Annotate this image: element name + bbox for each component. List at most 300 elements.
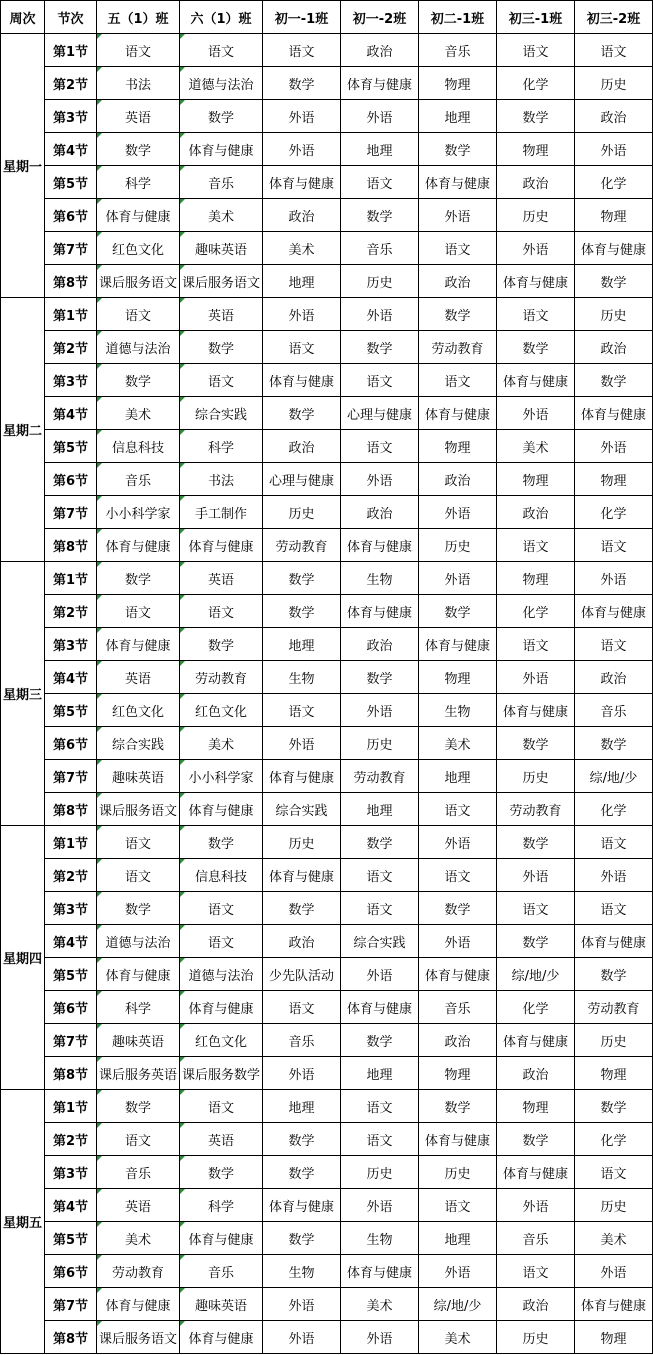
- table-row: [1, 166, 653, 199]
- subject-cell: 英语: [97, 661, 180, 694]
- subject-cell: 政治: [575, 331, 653, 364]
- subject-cell: 数学: [419, 298, 497, 331]
- table-row: [1, 1255, 653, 1288]
- subject-cell: 数学: [180, 628, 263, 661]
- table-row: [1, 628, 653, 661]
- subject-cell: 心理与健康: [263, 463, 341, 496]
- table-row: [1, 760, 653, 793]
- subject-cell: 外语: [497, 397, 575, 430]
- subject-cell: 数学: [575, 727, 653, 760]
- subject-cell: 物理: [497, 1090, 575, 1123]
- subject-cell: 地理: [341, 793, 419, 826]
- subject-cell: 物理: [419, 661, 497, 694]
- subject-cell: 历史: [341, 1156, 419, 1189]
- subject-cell: 美术: [263, 232, 341, 265]
- subject-cell: 音乐: [180, 1255, 263, 1288]
- subject-cell: 体育与健康: [575, 397, 653, 430]
- period-cell: 第6节: [45, 991, 97, 1024]
- subject-cell: 课后服务语文: [180, 265, 263, 298]
- subject-cell: 美术: [180, 727, 263, 760]
- period-cell: 第4节: [45, 397, 97, 430]
- subject-cell: 数学: [419, 595, 497, 628]
- subject-cell: 体育与健康: [341, 595, 419, 628]
- subject-cell: 音乐: [263, 1024, 341, 1057]
- subject-cell: 科学: [97, 991, 180, 1024]
- subject-cell: 心理与健康: [341, 397, 419, 430]
- period-cell: 第3节: [45, 364, 97, 397]
- subject-cell: 外语: [575, 562, 653, 595]
- subject-cell: 语文: [341, 859, 419, 892]
- subject-cell: 语文: [97, 34, 180, 67]
- subject-cell: 科学: [180, 1189, 263, 1222]
- table-row: [1, 34, 653, 67]
- subject-cell: 语文: [97, 595, 180, 628]
- subject-cell: 历史: [575, 298, 653, 331]
- subject-cell: 手工制作: [180, 496, 263, 529]
- subject-cell: 语文: [575, 826, 653, 859]
- subject-cell: 小小科学家: [97, 496, 180, 529]
- subject-cell: 科学: [97, 166, 180, 199]
- subject-cell: 音乐: [97, 1156, 180, 1189]
- subject-cell: 数学: [341, 661, 419, 694]
- table-row: [1, 67, 653, 100]
- subject-cell: 数学: [497, 925, 575, 958]
- subject-cell: 体育与健康: [497, 1024, 575, 1057]
- subject-cell: 综合实践: [341, 925, 419, 958]
- subject-cell: 趣味英语: [97, 1024, 180, 1057]
- period-cell: 第2节: [45, 859, 97, 892]
- class-header: 初一-2班: [341, 1, 419, 34]
- period-cell: 第8节: [45, 1321, 97, 1354]
- subject-cell: 历史: [575, 1024, 653, 1057]
- table-row: [1, 100, 653, 133]
- subject-cell: 趣味英语: [180, 232, 263, 265]
- subject-cell: 道德与法治: [97, 925, 180, 958]
- class-header: 初二-1班: [419, 1, 497, 34]
- subject-cell: 语文: [497, 34, 575, 67]
- subject-cell: 语文: [497, 892, 575, 925]
- period-cell: 第8节: [45, 1057, 97, 1090]
- subject-cell: 体育与健康: [497, 1156, 575, 1189]
- subject-cell: 语文: [263, 34, 341, 67]
- subject-cell: 红色文化: [97, 694, 180, 727]
- subject-cell: 综/地/少: [419, 1288, 497, 1321]
- subject-cell: 物理: [575, 463, 653, 496]
- subject-cell: 美术: [97, 1222, 180, 1255]
- subject-cell: 趣味英语: [180, 1288, 263, 1321]
- subject-cell: 体育与健康: [497, 364, 575, 397]
- subject-cell: 历史: [497, 1321, 575, 1354]
- subject-cell: 地理: [419, 1222, 497, 1255]
- subject-cell: 数学: [180, 1156, 263, 1189]
- subject-cell: 语文: [341, 892, 419, 925]
- subject-cell: 语文: [341, 1123, 419, 1156]
- subject-cell: 数学: [575, 265, 653, 298]
- subject-cell: 语文: [341, 166, 419, 199]
- subject-cell: 体育与健康: [341, 67, 419, 100]
- subject-cell: 劳动教育: [575, 991, 653, 1024]
- table-row: [1, 232, 653, 265]
- subject-cell: 体育与健康: [419, 166, 497, 199]
- period-cell: 第5节: [45, 694, 97, 727]
- subject-cell: 地理: [419, 100, 497, 133]
- subject-cell: 体育与健康: [97, 199, 180, 232]
- subject-cell: 语文: [180, 1090, 263, 1123]
- subject-cell: 外语: [419, 496, 497, 529]
- subject-cell: 外语: [575, 1255, 653, 1288]
- subject-cell: 语文: [575, 892, 653, 925]
- period-cell: 第2节: [45, 67, 97, 100]
- subject-cell: 语文: [575, 34, 653, 67]
- period-cell: 第7节: [45, 760, 97, 793]
- period-cell: 第5节: [45, 1222, 97, 1255]
- table-row: [1, 199, 653, 232]
- table-row: [1, 1222, 653, 1255]
- subject-cell: 政治: [341, 34, 419, 67]
- subject-cell: 数学: [575, 1090, 653, 1123]
- subject-cell: 体育与健康: [180, 529, 263, 562]
- subject-cell: 历史: [341, 727, 419, 760]
- subject-cell: 体育与健康: [263, 364, 341, 397]
- subject-cell: 语文: [180, 595, 263, 628]
- subject-cell: 数学: [180, 826, 263, 859]
- subject-cell: 英语: [180, 562, 263, 595]
- subject-cell: 体育与健康: [97, 958, 180, 991]
- subject-cell: 数学: [419, 1090, 497, 1123]
- period-cell: 第6节: [45, 199, 97, 232]
- subject-cell: 体育与健康: [419, 958, 497, 991]
- class-header: 初一-1班: [263, 1, 341, 34]
- subject-cell: 外语: [263, 133, 341, 166]
- subject-cell: 历史: [497, 199, 575, 232]
- period-cell: 第8节: [45, 793, 97, 826]
- subject-cell: 体育与健康: [180, 133, 263, 166]
- subject-cell: 地理: [263, 1090, 341, 1123]
- period-cell: 第1节: [45, 298, 97, 331]
- subject-cell: 地理: [341, 1057, 419, 1090]
- table-row: [1, 793, 653, 826]
- subject-cell: 数学: [97, 364, 180, 397]
- subject-cell: 地理: [263, 265, 341, 298]
- subject-cell: 化学: [497, 595, 575, 628]
- subject-cell: 语文: [419, 859, 497, 892]
- subject-cell: 体育与健康: [419, 1123, 497, 1156]
- subject-cell: 地理: [419, 760, 497, 793]
- subject-cell: 外语: [341, 298, 419, 331]
- table-row: [1, 1288, 653, 1321]
- subject-cell: 语文: [180, 34, 263, 67]
- subject-cell: 数学: [263, 1156, 341, 1189]
- subject-cell: 小小科学家: [180, 760, 263, 793]
- subject-cell: 体育与健康: [97, 529, 180, 562]
- subject-cell: 历史: [263, 826, 341, 859]
- subject-cell: 政治: [341, 628, 419, 661]
- period-cell: 第2节: [45, 595, 97, 628]
- subject-cell: 数学: [97, 562, 180, 595]
- subject-cell: 数学: [575, 364, 653, 397]
- subject-cell: 劳动教育: [341, 760, 419, 793]
- subject-cell: 历史: [263, 496, 341, 529]
- subject-cell: 外语: [263, 1321, 341, 1354]
- period-cell: 第1节: [45, 1090, 97, 1123]
- subject-cell: 政治: [497, 1057, 575, 1090]
- subject-cell: 道德与法治: [97, 331, 180, 364]
- period-cell: 第4节: [45, 925, 97, 958]
- period-cell: 第7节: [45, 496, 97, 529]
- class-header: 五（1）班: [97, 1, 180, 34]
- subject-cell: 体育与健康: [263, 859, 341, 892]
- subject-cell: 体育与健康: [575, 925, 653, 958]
- table-row: [1, 1057, 653, 1090]
- subject-cell: 体育与健康: [341, 991, 419, 1024]
- subject-cell: 物理: [419, 1057, 497, 1090]
- subject-cell: 数学: [341, 331, 419, 364]
- subject-cell: 英语: [97, 100, 180, 133]
- subject-cell: 外语: [497, 859, 575, 892]
- subject-cell: 政治: [419, 463, 497, 496]
- subject-cell: 外语: [419, 199, 497, 232]
- subject-cell: 课后服务英语: [97, 1057, 180, 1090]
- subject-cell: 劳动教育: [180, 661, 263, 694]
- table-row: [1, 364, 653, 397]
- subject-cell: 音乐: [419, 34, 497, 67]
- day-cell: 星期二: [1, 298, 45, 562]
- subject-cell: 地理: [263, 628, 341, 661]
- subject-cell: 体育与健康: [497, 694, 575, 727]
- subject-cell: 书法: [97, 67, 180, 100]
- subject-cell: 体育与健康: [497, 265, 575, 298]
- subject-cell: 英语: [180, 1123, 263, 1156]
- subject-cell: 英语: [180, 298, 263, 331]
- subject-cell: 语文: [97, 298, 180, 331]
- subject-cell: 历史: [575, 67, 653, 100]
- subject-cell: 课后服务数学: [180, 1057, 263, 1090]
- subject-cell: 红色文化: [97, 232, 180, 265]
- table-row: [1, 331, 653, 364]
- table-row: [1, 1090, 653, 1123]
- day-cell: 星期四: [1, 826, 45, 1090]
- period-cell: 第3节: [45, 100, 97, 133]
- subject-cell: 外语: [263, 727, 341, 760]
- subject-cell: 课后服务语文: [97, 793, 180, 826]
- table-row: [1, 463, 653, 496]
- subject-cell: 外语: [341, 463, 419, 496]
- subject-cell: 劳动教育: [419, 331, 497, 364]
- subject-cell: 语文: [575, 1156, 653, 1189]
- subject-cell: 数学: [263, 397, 341, 430]
- period-cell: 第8节: [45, 529, 97, 562]
- week-header: 周次: [1, 1, 45, 34]
- subject-cell: 语文: [419, 793, 497, 826]
- subject-cell: 语文: [341, 430, 419, 463]
- table-row: [1, 925, 653, 958]
- subject-cell: 道德与法治: [180, 67, 263, 100]
- subject-cell: 音乐: [97, 463, 180, 496]
- table-row: [1, 859, 653, 892]
- subject-cell: 数学: [263, 67, 341, 100]
- subject-cell: 数学: [263, 595, 341, 628]
- subject-cell: 外语: [341, 100, 419, 133]
- subject-cell: 体育与健康: [419, 397, 497, 430]
- table-row: [1, 595, 653, 628]
- table-row: [1, 133, 653, 166]
- subject-cell: 语文: [497, 529, 575, 562]
- subject-cell: 趣味英语: [97, 760, 180, 793]
- period-cell: 第5节: [45, 430, 97, 463]
- subject-cell: 综合实践: [263, 793, 341, 826]
- subject-cell: 体育与健康: [419, 628, 497, 661]
- subject-cell: 数学: [263, 1123, 341, 1156]
- subject-cell: 外语: [419, 1255, 497, 1288]
- subject-cell: 数学: [97, 133, 180, 166]
- subject-cell: 体育与健康: [180, 793, 263, 826]
- subject-cell: 化学: [575, 166, 653, 199]
- period-cell: 第2节: [45, 1123, 97, 1156]
- table-row: [1, 529, 653, 562]
- subject-cell: 体育与健康: [341, 1255, 419, 1288]
- subject-cell: 少先队活动: [263, 958, 341, 991]
- subject-cell: 外语: [263, 1288, 341, 1321]
- subject-cell: 政治: [419, 1024, 497, 1057]
- subject-cell: 化学: [575, 793, 653, 826]
- subject-cell: 外语: [575, 859, 653, 892]
- subject-cell: 数学: [263, 1222, 341, 1255]
- table-row: [1, 562, 653, 595]
- subject-cell: 外语: [575, 430, 653, 463]
- period-cell: 第3节: [45, 628, 97, 661]
- subject-cell: 体育与健康: [575, 1288, 653, 1321]
- subject-cell: 体育与健康: [263, 760, 341, 793]
- subject-cell: 语文: [180, 364, 263, 397]
- subject-cell: 数学: [341, 826, 419, 859]
- subject-cell: 历史: [575, 1189, 653, 1222]
- day-cell: 星期一: [1, 34, 45, 298]
- subject-cell: 体育与健康: [263, 166, 341, 199]
- period-cell: 第1节: [45, 826, 97, 859]
- subject-cell: 语文: [263, 991, 341, 1024]
- subject-cell: 体育与健康: [180, 1222, 263, 1255]
- subject-cell: 生物: [263, 661, 341, 694]
- period-cell: 第7节: [45, 1024, 97, 1057]
- period-cell: 第5节: [45, 166, 97, 199]
- subject-cell: 音乐: [419, 991, 497, 1024]
- subject-cell: 语文: [97, 1123, 180, 1156]
- table-row: [1, 1156, 653, 1189]
- table-row: [1, 496, 653, 529]
- subject-cell: 综合实践: [97, 727, 180, 760]
- subject-cell: 政治: [263, 925, 341, 958]
- subject-cell: 历史: [419, 1156, 497, 1189]
- subject-cell: 音乐: [341, 232, 419, 265]
- subject-cell: 美术: [97, 397, 180, 430]
- day-cell: 星期五: [1, 1090, 45, 1354]
- period-cell: 第1节: [45, 34, 97, 67]
- subject-cell: 语文: [263, 694, 341, 727]
- class-header: 六（1）班: [180, 1, 263, 34]
- subject-cell: 政治: [263, 199, 341, 232]
- subject-cell: 数学: [263, 892, 341, 925]
- subject-cell: 化学: [575, 496, 653, 529]
- subject-cell: 外语: [419, 562, 497, 595]
- subject-cell: 物理: [575, 199, 653, 232]
- table-row: [1, 265, 653, 298]
- subject-cell: 历史: [497, 760, 575, 793]
- subject-cell: 语文: [419, 364, 497, 397]
- subject-cell: 数学: [497, 100, 575, 133]
- table-row: [1, 1321, 653, 1354]
- subject-cell: 语文: [575, 628, 653, 661]
- subject-cell: 道德与法治: [180, 958, 263, 991]
- subject-cell: 劳动教育: [263, 529, 341, 562]
- subject-cell: 外语: [497, 232, 575, 265]
- class-header: 初三-1班: [497, 1, 575, 34]
- table-row: [1, 661, 653, 694]
- period-cell: 第7节: [45, 232, 97, 265]
- table-row: [1, 958, 653, 991]
- period-cell: 第6节: [45, 463, 97, 496]
- subject-cell: 红色文化: [180, 1024, 263, 1057]
- table-row: [1, 1024, 653, 1057]
- table-row: [1, 694, 653, 727]
- subject-cell: 语文: [97, 826, 180, 859]
- table-row: [1, 397, 653, 430]
- subject-cell: 数学: [180, 331, 263, 364]
- subject-cell: 书法: [180, 463, 263, 496]
- subject-cell: 外语: [341, 958, 419, 991]
- subject-cell: 外语: [497, 1189, 575, 1222]
- subject-cell: 科学: [180, 430, 263, 463]
- subject-cell: 外语: [341, 1321, 419, 1354]
- subject-cell: 信息科技: [180, 859, 263, 892]
- subject-cell: 语文: [575, 529, 653, 562]
- subject-cell: 红色文化: [180, 694, 263, 727]
- subject-cell: 政治: [497, 1288, 575, 1321]
- subject-cell: 美术: [341, 1288, 419, 1321]
- table-row: [1, 1189, 653, 1222]
- subject-cell: 外语: [575, 133, 653, 166]
- subject-cell: 生物: [341, 562, 419, 595]
- subject-cell: 生物: [419, 694, 497, 727]
- subject-cell: 语文: [97, 859, 180, 892]
- subject-cell: 语文: [497, 1255, 575, 1288]
- subject-cell: 外语: [341, 694, 419, 727]
- subject-cell: 生物: [263, 1255, 341, 1288]
- subject-cell: 语文: [341, 1090, 419, 1123]
- header-row: [1, 1, 653, 34]
- subject-cell: 物理: [575, 1321, 653, 1354]
- subject-cell: 外语: [263, 298, 341, 331]
- subject-cell: 数学: [263, 562, 341, 595]
- subject-cell: 音乐: [575, 694, 653, 727]
- table-row: [1, 727, 653, 760]
- subject-cell: 课后服务语文: [97, 1321, 180, 1354]
- subject-cell: 体育与健康: [180, 991, 263, 1024]
- subject-cell: 劳动教育: [497, 793, 575, 826]
- subject-cell: 化学: [575, 1123, 653, 1156]
- subject-cell: 体育与健康: [575, 232, 653, 265]
- subject-cell: 音乐: [497, 1222, 575, 1255]
- subject-cell: 劳动教育: [97, 1255, 180, 1288]
- subject-cell: 外语: [263, 100, 341, 133]
- period-cell: 第4节: [45, 133, 97, 166]
- subject-cell: 地理: [341, 133, 419, 166]
- subject-cell: 化学: [497, 991, 575, 1024]
- subject-cell: 外语: [341, 1189, 419, 1222]
- subject-cell: 美术: [180, 199, 263, 232]
- subject-cell: 美术: [497, 430, 575, 463]
- subject-cell: 综/地/少: [575, 760, 653, 793]
- subject-cell: 政治: [497, 496, 575, 529]
